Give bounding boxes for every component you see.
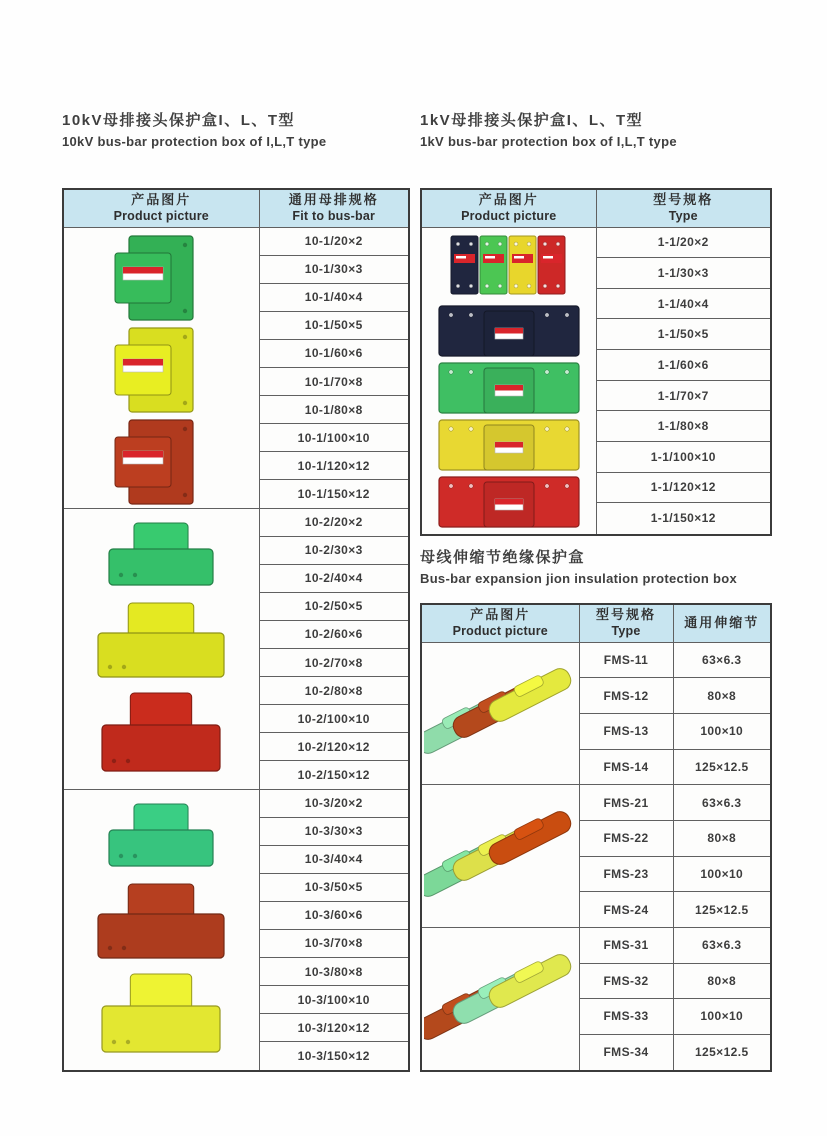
header-fit-to-busbar-en: Fit to bus-bar — [292, 209, 376, 224]
table-header-row — [421, 604, 771, 642]
spec-value: 10-3/100×10 — [259, 986, 409, 1014]
spec-value: 10-1/50×5 — [259, 311, 409, 339]
product-photo-vertical-boxes — [66, 230, 256, 506]
product-photo-mixed — [423, 228, 595, 534]
table-row — [63, 227, 409, 255]
product-picture-cell — [63, 789, 259, 1071]
product-picture-cell — [421, 227, 596, 535]
header-product-picture-zh: 产品图片 — [478, 192, 539, 208]
expansion-joint-table — [420, 603, 772, 1072]
spec-value: 10-3/60×6 — [259, 901, 409, 929]
left-title-zh: 10kV母排接头保护盒I、L、T型 — [62, 112, 296, 129]
table-row — [63, 789, 409, 817]
spec-value: 10-1/40×4 — [259, 283, 409, 311]
spec-value: 125×12.5 — [673, 749, 771, 785]
spec-value: FMS-13 — [579, 713, 673, 749]
product-picture-cell — [421, 928, 579, 1071]
spec-value: 10-1/80×8 — [259, 396, 409, 424]
busbar-1kv-table-body — [421, 227, 771, 535]
spec-value: 10-3/40×4 — [259, 845, 409, 873]
spec-value: 10-1/60×6 — [259, 339, 409, 367]
spec-value: 10-3/150×12 — [259, 1042, 409, 1071]
spec-value: 63×6.3 — [673, 928, 771, 964]
spec-value: 10-2/50×5 — [259, 592, 409, 620]
header-product-picture-en: Product picture — [113, 209, 209, 224]
header-product-picture — [421, 189, 596, 227]
spec-value: 10-1/30×3 — [259, 255, 409, 283]
spec-value: 10-3/120×12 — [259, 1014, 409, 1042]
busbar-10kv-table-body — [63, 227, 409, 1071]
spec-value: 10-3/70×8 — [259, 929, 409, 957]
spec-value: 100×10 — [673, 856, 771, 892]
expansion-title-zh: 母线伸缩节绝缘保护盒 — [420, 549, 586, 566]
spec-value: 10-3/20×2 — [259, 789, 409, 817]
spec-value: 100×10 — [673, 999, 771, 1035]
spec-value: 1-1/70×7 — [596, 380, 771, 411]
right-title-en: 1kV bus-bar protection box of I,L,T type — [420, 133, 677, 149]
spec-value: FMS-23 — [579, 856, 673, 892]
spec-value: 63×6.3 — [673, 642, 771, 678]
product-picture-cell — [63, 227, 259, 508]
header-product-picture-zh: 产品图片 — [131, 192, 192, 208]
header-product-picture — [421, 604, 579, 642]
spec-value: 10-2/70×8 — [259, 649, 409, 677]
spec-value: 1-1/120×12 — [596, 472, 771, 503]
product-photo-t-boxes — [66, 511, 256, 787]
right-section-title — [420, 112, 780, 149]
left-title-en: 10kV bus-bar protection box of I,L,T type — [62, 133, 327, 149]
product-photo-strips — [424, 931, 576, 1067]
product-photo-strips — [424, 645, 576, 781]
spec-value: 10-3/80×8 — [259, 958, 409, 986]
spec-value: FMS-34 — [579, 1034, 673, 1071]
spec-value: 10-2/30×3 — [259, 536, 409, 564]
spec-value: 1-1/30×3 — [596, 258, 771, 289]
spec-value: 80×8 — [673, 678, 771, 714]
spec-value: 10-2/120×12 — [259, 733, 409, 761]
header-fit-to-busbar — [259, 189, 409, 227]
header-product-picture — [63, 189, 259, 227]
product-photo-t-boxes — [66, 792, 256, 1068]
header-fit-to-busbar-zh: 通用母排规格 — [288, 192, 379, 208]
table-row — [63, 508, 409, 536]
header-fit-expansion-joint — [673, 604, 771, 642]
spec-value: 10-3/30×3 — [259, 817, 409, 845]
table-row — [421, 642, 771, 678]
spec-value: 125×12.5 — [673, 1034, 771, 1071]
spec-value: FMS-24 — [579, 892, 673, 928]
expansion-section-title — [420, 549, 790, 586]
right-title-zh: 1kV母排接头保护盒I、L、T型 — [420, 112, 644, 129]
busbar-1kv-table — [420, 188, 772, 536]
spec-value: FMS-32 — [579, 963, 673, 999]
spec-value: 1-1/80×8 — [596, 411, 771, 442]
spec-value: 10-1/150×12 — [259, 480, 409, 508]
table-header-row — [421, 189, 771, 227]
spec-value: FMS-22 — [579, 821, 673, 857]
table-row — [421, 928, 771, 964]
spec-value: 125×12.5 — [673, 892, 771, 928]
spec-value: 10-1/100×10 — [259, 424, 409, 452]
header-fit-expansion-joint-zh: 通用伸缩节 — [684, 615, 760, 631]
header-type-zh: 型号规格 — [595, 607, 656, 623]
spec-value: FMS-11 — [579, 642, 673, 678]
header-type-en: Type — [611, 624, 641, 639]
spec-value: 80×8 — [673, 821, 771, 857]
header-product-picture-en: Product picture — [461, 209, 557, 224]
spec-value: 10-2/100×10 — [259, 705, 409, 733]
header-type — [596, 189, 771, 227]
table-header-row — [63, 189, 409, 227]
spec-value: FMS-33 — [579, 999, 673, 1035]
spec-value: 10-2/150×12 — [259, 761, 409, 789]
spec-value: FMS-12 — [579, 678, 673, 714]
product-photo-strips — [424, 788, 576, 924]
spec-value: 1-1/100×10 — [596, 441, 771, 472]
spec-value: 10-1/70×8 — [259, 367, 409, 395]
busbar-10kv-table — [62, 188, 410, 1072]
left-section-title — [62, 112, 414, 149]
spec-value: 10-2/60×6 — [259, 620, 409, 648]
spec-value: FMS-31 — [579, 928, 673, 964]
spec-value: 10-2/40×4 — [259, 564, 409, 592]
spec-value: 10-3/50×5 — [259, 873, 409, 901]
spec-value: 10-2/80×8 — [259, 677, 409, 705]
product-picture-cell — [421, 785, 579, 928]
header-product-picture-zh: 产品图片 — [470, 607, 531, 623]
product-picture-cell — [421, 642, 579, 785]
expansion-title-en: Bus-bar expansion jion insulation protection box — [420, 570, 738, 586]
table-row — [421, 227, 771, 258]
spec-value: FMS-14 — [579, 749, 673, 785]
expansion-joint-table-body — [421, 642, 771, 1071]
header-type-en: Type — [668, 209, 698, 224]
product-picture-cell — [63, 508, 259, 789]
spec-value: 1-1/40×4 — [596, 288, 771, 319]
spec-value: 100×10 — [673, 713, 771, 749]
spec-value: 63×6.3 — [673, 785, 771, 821]
header-product-picture-en: Product picture — [452, 624, 548, 639]
spec-value: 10-1/120×12 — [259, 452, 409, 480]
spec-value: 1-1/50×5 — [596, 319, 771, 350]
spec-value: 10-2/20×2 — [259, 508, 409, 536]
header-type-zh: 型号规格 — [653, 192, 714, 208]
spec-value: 1-1/60×6 — [596, 350, 771, 381]
spec-value: 1-1/20×2 — [596, 227, 771, 258]
header-type — [579, 604, 673, 642]
spec-value: FMS-21 — [579, 785, 673, 821]
spec-value: 80×8 — [673, 963, 771, 999]
table-row — [421, 785, 771, 821]
spec-value: 10-1/20×2 — [259, 227, 409, 255]
spec-value: 1-1/150×12 — [596, 503, 771, 535]
